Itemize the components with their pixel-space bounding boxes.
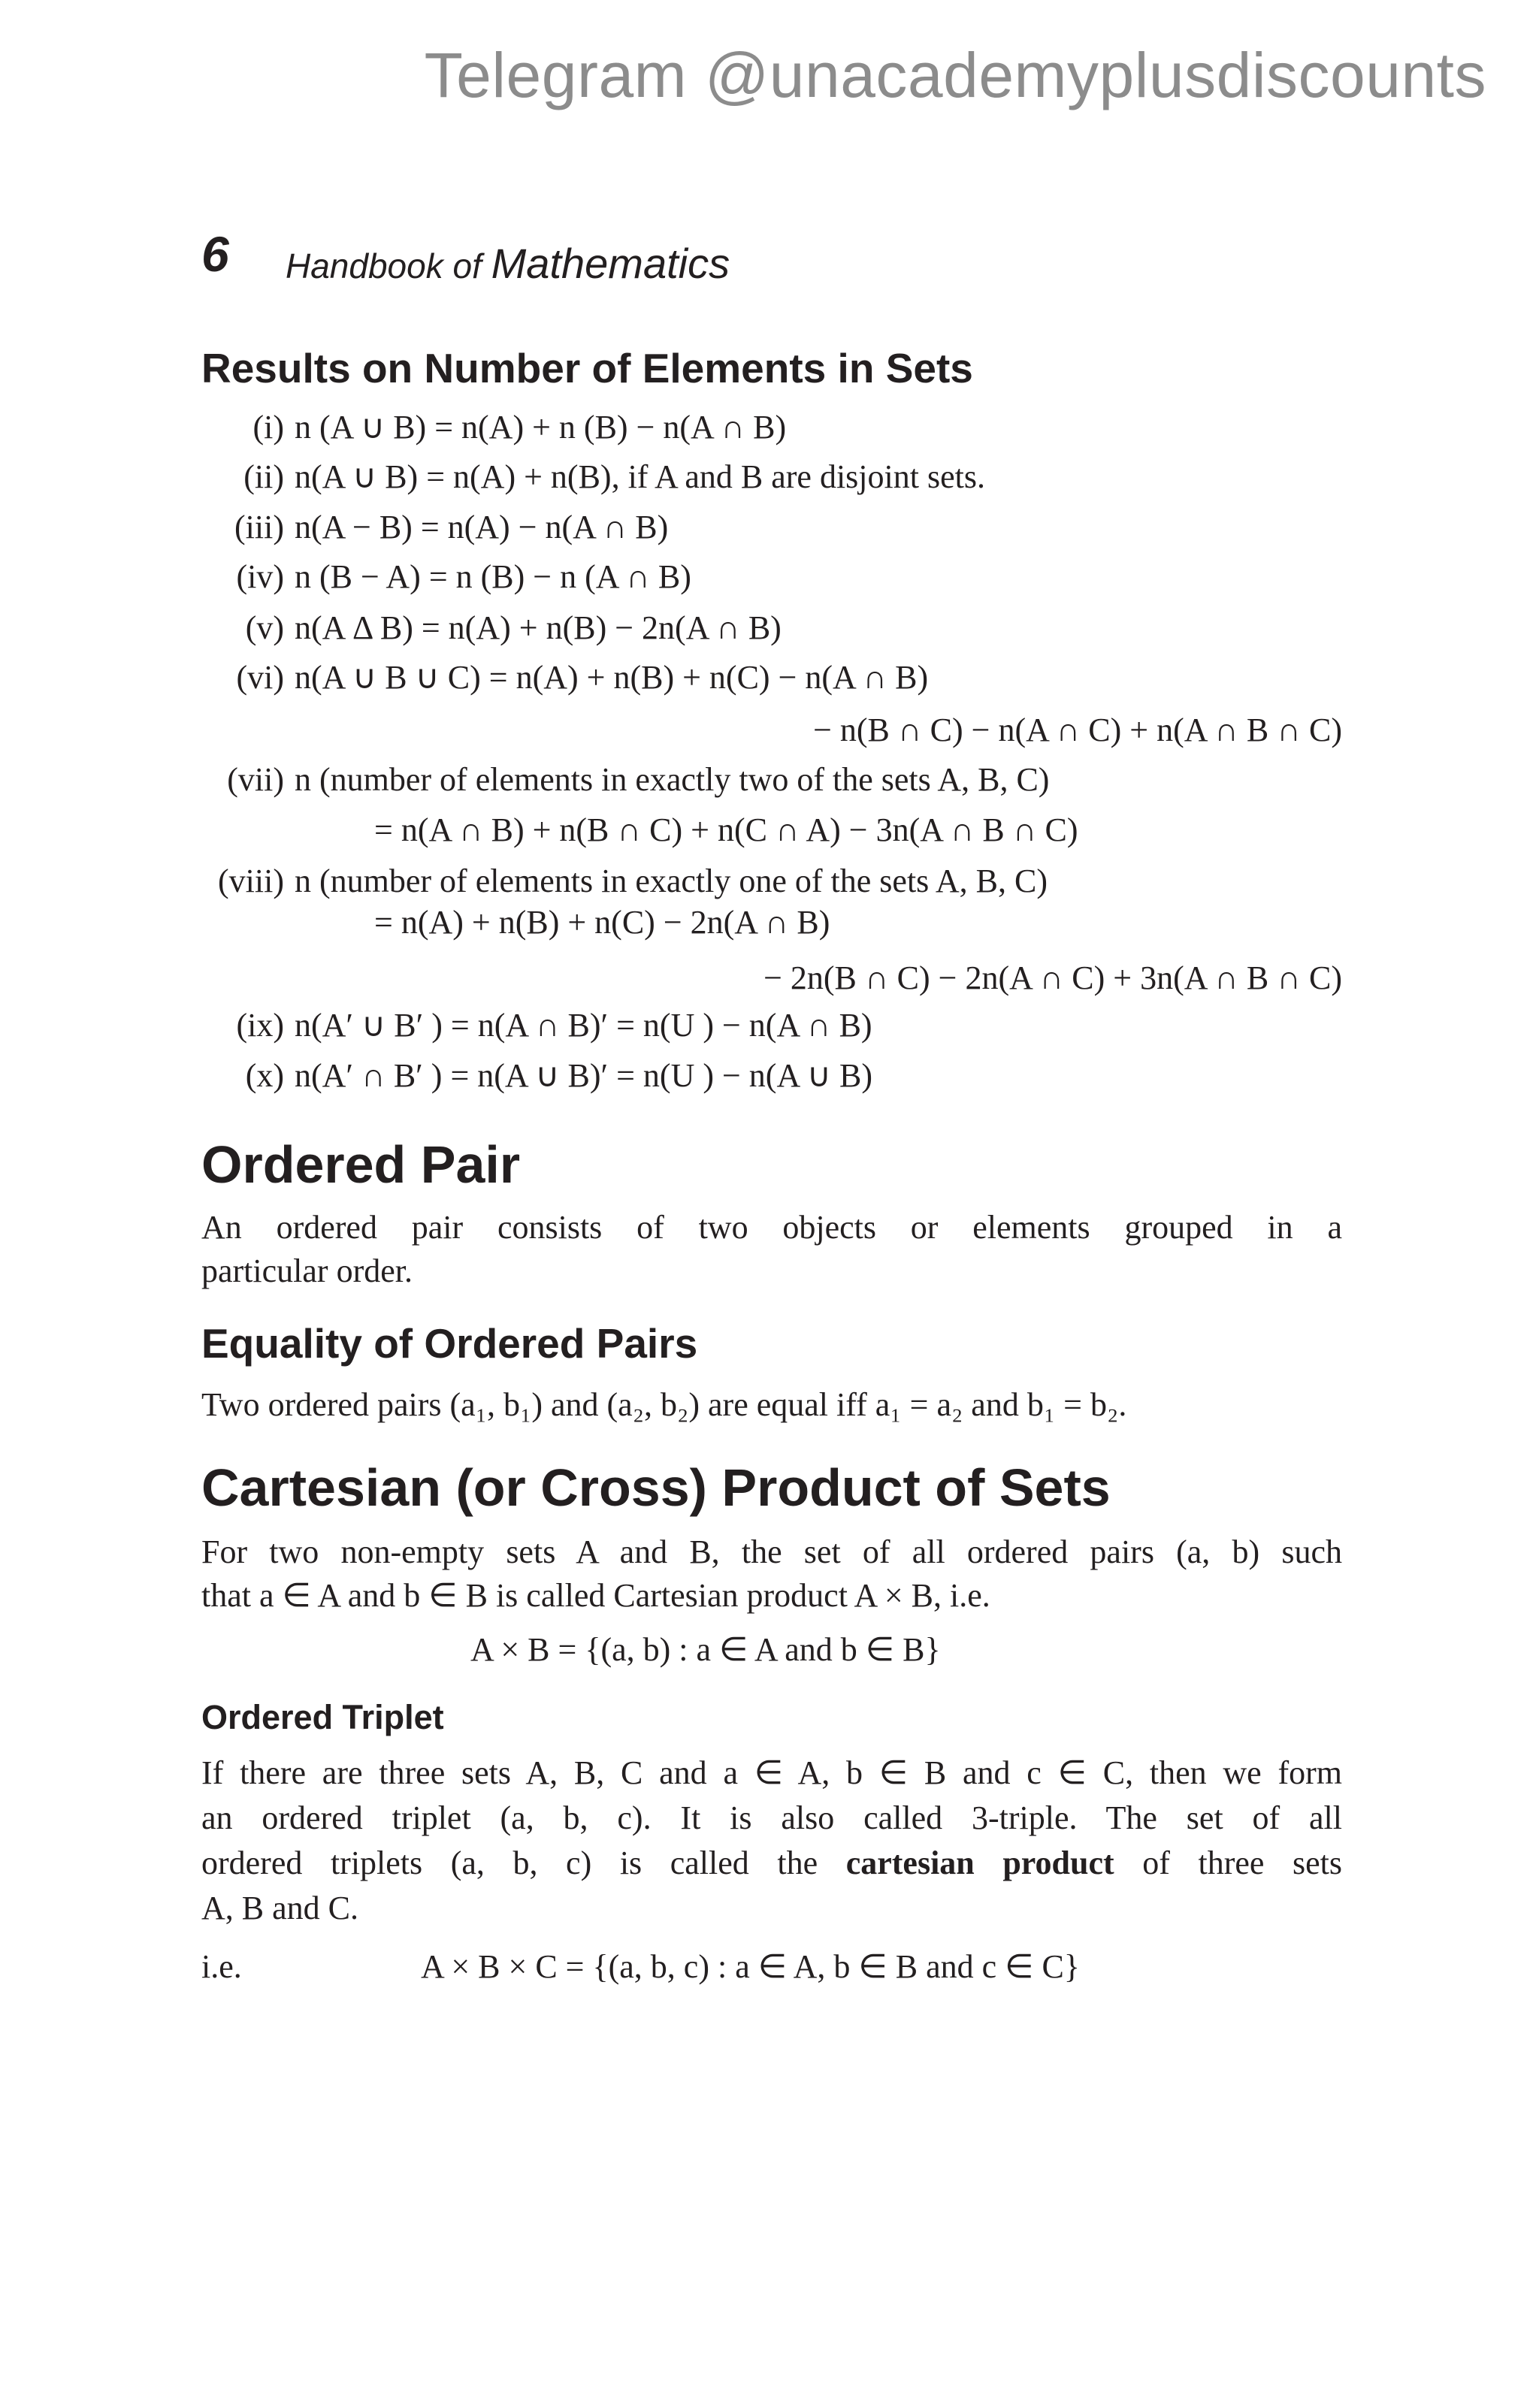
item-text: n (A ∪ B) = n(A) + n (B) − n(A ∩ B) [295, 409, 787, 446]
watermark: Telegram @unacademyplusdiscounts [424, 40, 1486, 110]
item-label: (iv) [236, 558, 284, 595]
result-item-continuation [374, 811, 1078, 848]
cartesian-heading: Cartesian (or Cross) Product of Sets [201, 1458, 1111, 1517]
item-text: n (number of elements in exactly two of the sets A, B, C) [295, 761, 1050, 798]
triplet-line-4: A, B and C. [201, 1890, 358, 1926]
item-text: n (number of elements in exactly one of the sets A, B, C) [295, 863, 1048, 899]
triplet-formula: A × B × C = {(a, b, c) : a ∈ A, b ∈ B and c ∈ C} [421, 1948, 1080, 1985]
cartesian-product-term: cartesian product [845, 1845, 1114, 1881]
item-text: = n(A) + n(B) + n(C) − 2n(A ∩ B) [374, 904, 830, 941]
item-text: n(A ∪ B ∪ C) = n(A) + n(B) + n(C) − n(A ∩ B) [295, 659, 929, 696]
item-text: n(A − B) = n(A) − n(A ∩ B) [295, 509, 669, 545]
item-text: n (B − A) = n (B) − n (A ∩ B) [295, 558, 691, 595]
triplet-heading: Ordered Triplet [201, 1698, 444, 1736]
item-text: n(A ∪ B) = n(A) + n(B), if A and B are disjoint sets. [295, 458, 985, 495]
item-text: − n(B ∩ C) − n(A ∩ C) + n(A ∩ B ∩ C) [813, 712, 1342, 748]
item-label: (ii) [243, 458, 284, 495]
triplet-line-3-start: ordered triplets (a, b, c) is called the [201, 1845, 846, 1881]
ordered-pair-heading: Ordered Pair [201, 1135, 521, 1194]
cartesian-formula: A × B = {(a, b) : a ∈ A and b ∈ B} [470, 1631, 941, 1668]
book-title [286, 239, 730, 288]
page-number: 6 [201, 226, 229, 282]
equality-heading: Equality of Ordered Pairs [201, 1320, 698, 1367]
equality-text: Two ordered pairs (a₁, b₁) and (a₂, b₂) are equal iff a₁ = a₂ and b₁ = b₂. [201, 1386, 1127, 1423]
triplet-line-3 [201, 1841, 1342, 1886]
ordered-pair-line-2: particular order. [201, 1252, 413, 1289]
cartesian-line-2: that a ∈ A and b ∈ B is called Cartesian product A × B, i.e. [201, 1577, 990, 1614]
ie-label: i.e. [201, 1948, 242, 1985]
item-label: (v) [245, 609, 284, 646]
result-item-continuation [813, 714, 1342, 747]
item-text: n(A Δ B) = n(A) + n(B) − 2n(A ∩ B) [295, 609, 782, 646]
item-label: (viii) [218, 863, 284, 899]
item-label: (ix) [236, 1007, 284, 1044]
item-text: = n(A ∩ B) + n(B ∩ C) + n(C ∩ A) − 3n(A ∩ B ∩ C) [374, 811, 1078, 848]
cartesian-line-1: For two non-empty sets A and B, the set of all ordered pairs (a, b) such [201, 1533, 1342, 1570]
triplet-line-2: an ordered triplet (a, b, c). It is also called 3-triple. The set of all [201, 1799, 1342, 1836]
book-title-main: Mathematics [491, 240, 730, 287]
ordered-pair-line-1: An ordered pair consists of two objects or elements grouped in a [201, 1209, 1342, 1246]
item-text: − 2n(B ∩ C) − 2n(A ∩ C) + 3n(A ∩ B ∩ C) [763, 959, 1342, 996]
item-label: (i) [252, 409, 284, 446]
result-item-continuation [374, 906, 830, 939]
result-item-continuation [763, 959, 1342, 996]
item-label: (vi) [236, 659, 284, 696]
triplet-line-1: If there are three sets A, B, C and a ∈ A, b ∈ B and c ∈ C, then we form [201, 1754, 1342, 1791]
item-text: n(A′ ∪ B′ ) = n(A ∩ B)′ = n(U ) − n(A ∩ B) [295, 1007, 872, 1044]
book-title-prefix: Handbook of [286, 246, 491, 286]
item-label: (x) [245, 1057, 284, 1094]
triplet-line-3-end: of three sets [1114, 1845, 1342, 1881]
results-heading: Results on Number of Elements in Sets [201, 345, 973, 391]
item-text: n(A′ ∩ B′ ) = n(A ∪ B)′ = n(U ) − n(A ∪ B) [295, 1057, 873, 1094]
item-label: (vii) [227, 761, 284, 798]
item-label: (iii) [234, 509, 284, 545]
